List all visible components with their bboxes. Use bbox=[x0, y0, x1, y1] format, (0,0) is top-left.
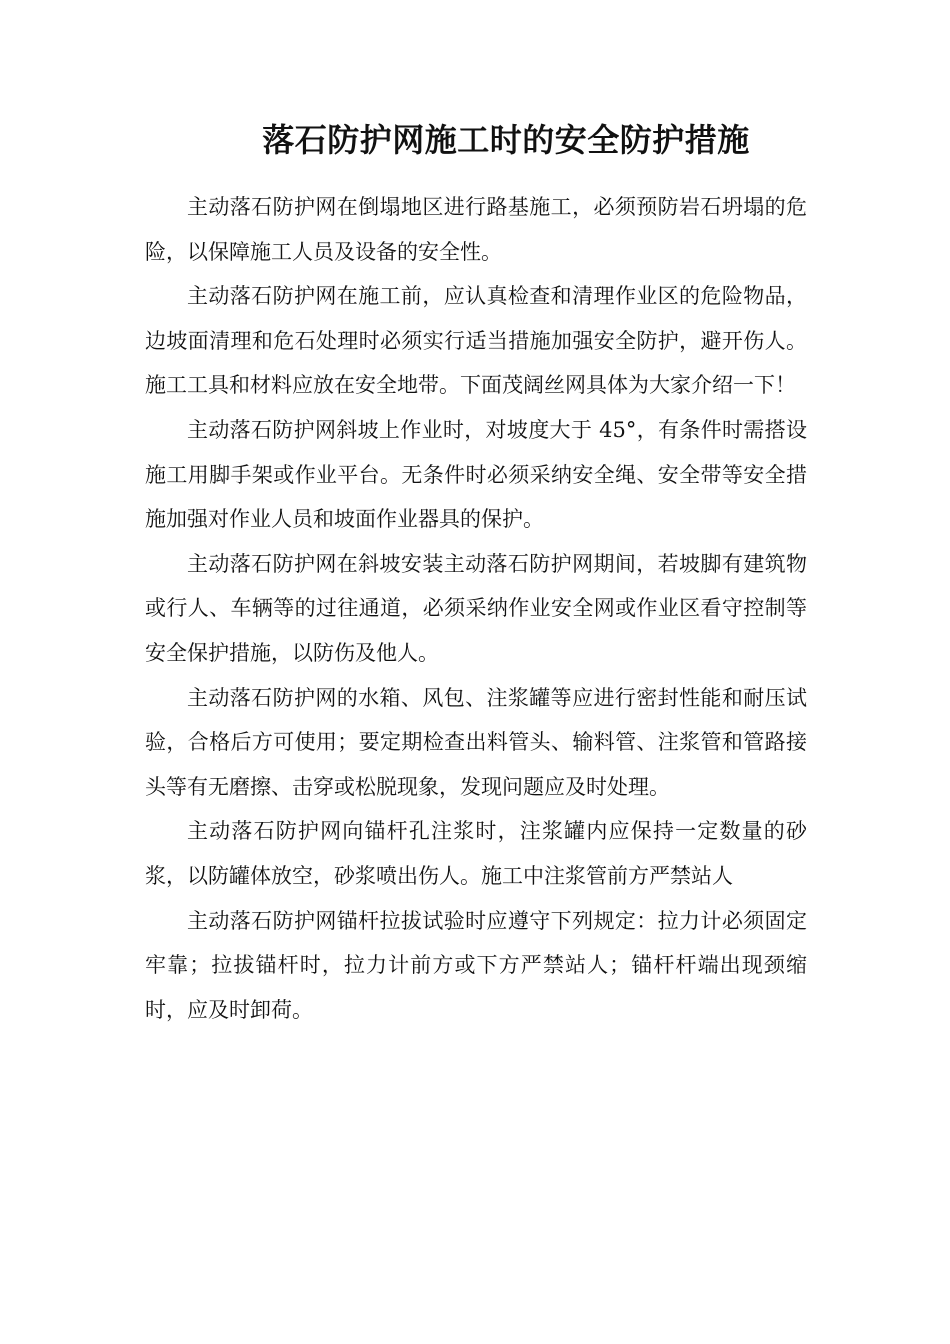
document-title: 落石防护网施工时的安全防护措施 bbox=[262, 121, 750, 159]
paragraph-6: 主动落石防护网向锚杆孔注浆时，注浆罐内应保持一定数量的砂浆，以防罐体放空，砂浆喷出伤人。施工中注浆管前方严禁站人 bbox=[145, 819, 807, 888]
paragraph-7: 主动落石防护网锚杆拉拔试验时应遵守下列规定：拉力计必须固定牢靠；拉拔锚杆时，拉力计前方或下方严禁站人；锚杆杆端出现颈缩时，应及时卸荷。 bbox=[145, 908, 807, 1022]
paragraph-5: 主动落石防护网的水箱、风包、注浆罐等应进行密封性能和耐压试验，合格后方可使用；要定期检查出料管头、输料管、注浆管和管路接头等有无磨擦、击穿或松脱现象，发现问题应及时处理。 bbox=[145, 685, 807, 799]
paragraph-3: 主动落石防护网斜坡上作业时，对坡度大于 45°，有条件时需搭设施工用脚手架或作业平台。无条件时必须采纳安全绳、安全带等安全措施加强对作业人员和坡面作业器具的保护。 bbox=[145, 417, 807, 532]
document-body bbox=[145, 185, 807, 1032]
paragraph-4: 主动落石防护网在斜坡安装主动落石防护网期间，若坡脚有建筑物或行人、车辆等的过往通道，必须采纳作业安全网或作业区看守控制等安全保护措施，以防伤及他人。 bbox=[145, 551, 807, 665]
paragraph-2: 主动落石防护网在施工前，应认真检查和清理作业区的危险物品，边坡面清理和危石处理时必须实行适当措施加强安全防护，避开伤人。施工工具和材料应放在安全地带。下面茂阔丝网具体为大家介绍一下！ bbox=[145, 284, 807, 398]
paragraph-1: 主动落石防护网在倒塌地区进行路基施工，必须预防岩石坍塌的危险，以保障施工人员及设备的安全性。 bbox=[145, 195, 807, 264]
